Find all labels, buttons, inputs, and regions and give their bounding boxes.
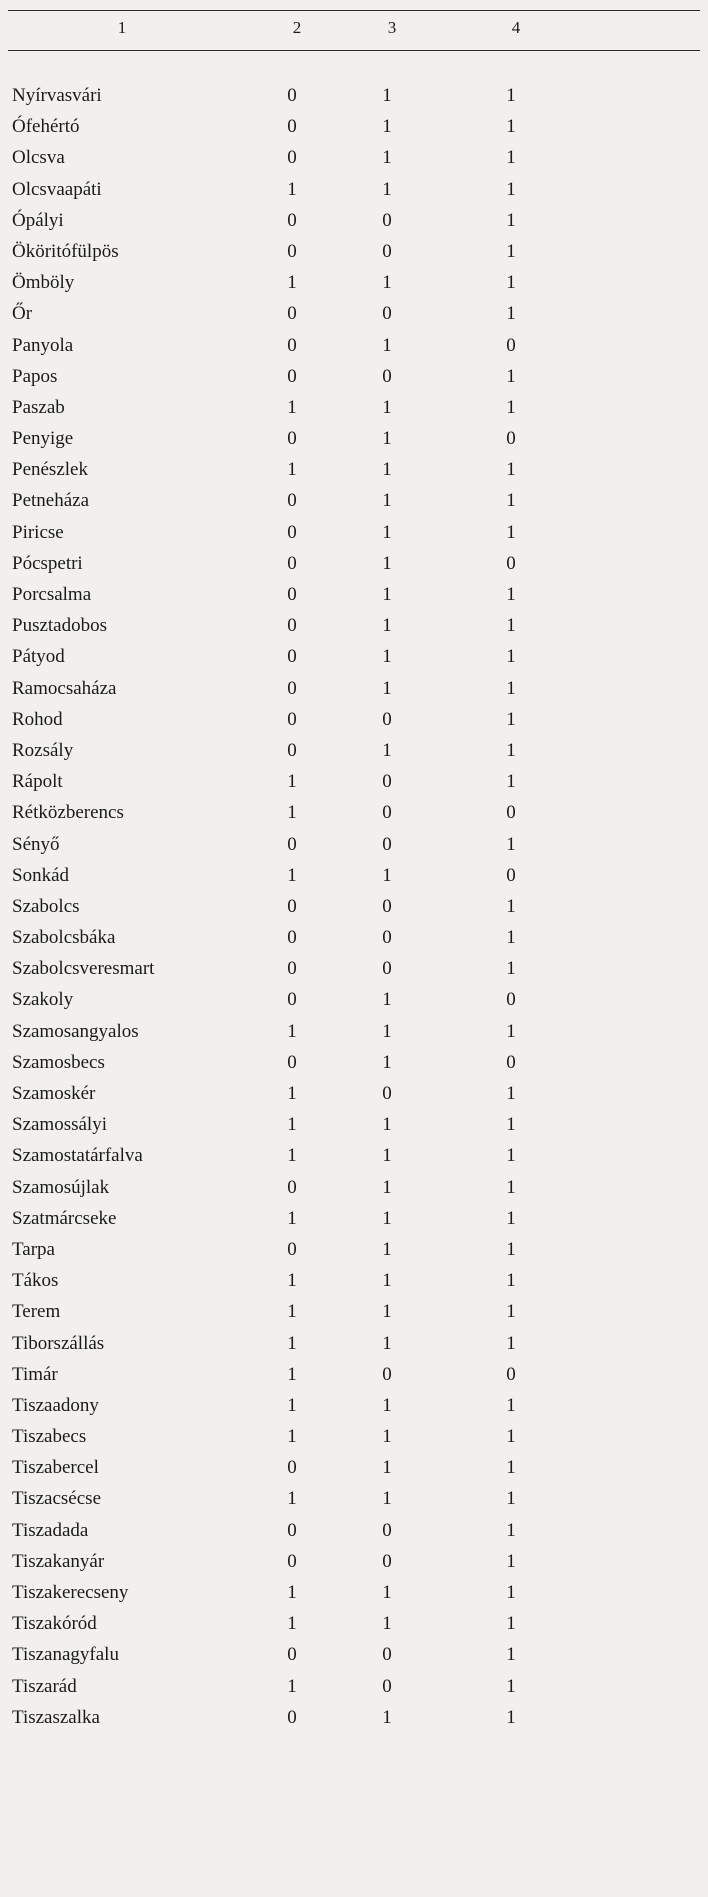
cell-col-3: 0 — [382, 927, 392, 949]
settlement-name: Őr — [12, 303, 33, 325]
settlement-name: Szamosújlak — [12, 1176, 110, 1198]
settlement-name: Penyige — [12, 428, 74, 450]
settlement-name: Sényő — [12, 833, 60, 855]
cell-col-3: 1 — [382, 1238, 392, 1260]
cell-col-4: 1 — [506, 1426, 516, 1448]
cell-col-3: 1 — [382, 1114, 392, 1136]
table-row — [0, 610, 708, 641]
table-row — [0, 953, 708, 984]
cell-col-4: 1 — [506, 85, 516, 106]
settlement-name: Piricse — [12, 521, 64, 543]
table-row — [0, 80, 708, 111]
cell-col-3: 0 — [382, 771, 392, 793]
table-row — [0, 1483, 708, 1514]
cell-col-4: 1 — [506, 147, 516, 169]
table-row — [0, 1390, 708, 1421]
settlement-name: Penészlek — [12, 459, 88, 481]
cell-col-2: 1 — [287, 1020, 297, 1042]
cell-col-2: 1 — [287, 1582, 297, 1603]
table-header-rule — [8, 50, 700, 51]
settlement-name: Ófehértó — [12, 116, 80, 138]
table-row — [0, 1671, 708, 1702]
cell-col-2: 1 — [287, 1083, 297, 1104]
cell-col-2: 1 — [287, 1301, 297, 1323]
cell-col-3: 1 — [382, 1488, 392, 1510]
cell-col-4: 1 — [506, 178, 516, 200]
cell-col-2: 0 — [287, 833, 297, 855]
settlement-name: Terem — [12, 1301, 61, 1323]
cell-col-3: 1 — [382, 1051, 392, 1073]
settlement-name: Szabolcsveresmart — [12, 958, 155, 980]
cell-col-4: 0 — [506, 428, 516, 450]
cell-col-2: 0 — [287, 85, 297, 106]
table-row — [0, 392, 708, 423]
table-row — [0, 1109, 708, 1140]
settlement-name: Tiszarád — [12, 1675, 77, 1697]
cell-col-3: 1 — [382, 1457, 392, 1479]
settlement-name: Timár — [12, 1363, 58, 1385]
cell-col-2: 1 — [287, 272, 297, 294]
settlement-name: Olcsva — [12, 147, 65, 169]
cell-col-3: 1 — [382, 1613, 392, 1635]
cell-col-3: 0 — [382, 958, 392, 980]
cell-col-2: 1 — [287, 1488, 297, 1510]
cell-col-4: 1 — [506, 459, 516, 481]
cell-col-4: 0 — [506, 802, 516, 824]
cell-col-2: 0 — [287, 490, 297, 512]
cell-col-3: 1 — [382, 1301, 392, 1323]
table-row — [0, 423, 708, 454]
cell-col-4: 1 — [506, 958, 516, 980]
cell-col-4: 1 — [506, 1020, 516, 1042]
cell-col-2: 0 — [287, 1238, 297, 1260]
settlement-name: Szatmárcseke — [12, 1207, 117, 1229]
settlement-name: Tiszabercel — [12, 1457, 99, 1479]
table-row — [0, 1203, 708, 1234]
cell-col-4: 1 — [506, 927, 516, 949]
cell-col-4: 1 — [506, 521, 516, 543]
table-row — [0, 829, 708, 860]
cell-col-4: 1 — [506, 1270, 516, 1292]
cell-col-3: 0 — [382, 1519, 392, 1541]
cell-col-3: 0 — [382, 303, 392, 325]
cell-col-3: 0 — [382, 1675, 392, 1697]
table-row — [0, 735, 708, 766]
table-row — [0, 1140, 708, 1171]
settlement-name: Tiszadada — [12, 1519, 89, 1541]
cell-col-2: 1 — [287, 396, 297, 418]
cell-col-4: 1 — [506, 1550, 516, 1572]
cell-col-3: 1 — [382, 1020, 392, 1042]
cell-col-2: 1 — [287, 1394, 297, 1416]
cell-col-4: 1 — [506, 209, 516, 231]
cell-col-2: 0 — [287, 1051, 297, 1073]
cell-col-4: 1 — [506, 1238, 516, 1260]
settlement-name: Szamostatárfalva — [12, 1145, 143, 1167]
cell-col-2: 0 — [287, 428, 297, 450]
cell-col-2: 1 — [287, 802, 297, 824]
table-row — [0, 1546, 708, 1577]
cell-col-3: 1 — [382, 1426, 392, 1448]
cell-col-3: 1 — [382, 1207, 392, 1229]
cell-col-2: 0 — [287, 584, 297, 605]
cell-col-3: 1 — [382, 396, 392, 418]
settlement-name: Rápolt — [12, 771, 63, 793]
cell-col-2: 1 — [287, 1270, 297, 1292]
cell-col-4: 1 — [506, 1176, 516, 1198]
table-row — [0, 485, 708, 516]
cell-col-4: 1 — [506, 1394, 516, 1416]
table-row — [0, 1702, 708, 1733]
cell-col-4: 1 — [506, 272, 516, 294]
cell-col-3: 1 — [382, 989, 392, 1011]
settlement-name: Rozsály — [12, 739, 74, 761]
cell-col-3: 1 — [382, 1582, 392, 1603]
cell-col-4: 1 — [506, 1675, 516, 1697]
table-row — [0, 1016, 708, 1047]
cell-col-2: 0 — [287, 365, 297, 387]
cell-col-2: 0 — [287, 615, 297, 637]
cell-col-2: 0 — [287, 240, 297, 262]
cell-col-2: 0 — [287, 895, 297, 917]
table-row — [0, 579, 708, 610]
cell-col-2: 0 — [287, 552, 297, 574]
cell-col-2: 0 — [287, 1519, 297, 1541]
cell-col-2: 1 — [287, 1114, 297, 1136]
table-row — [0, 704, 708, 735]
settlement-name: Szakoly — [12, 989, 74, 1011]
cell-col-3: 1 — [382, 85, 392, 106]
cell-col-3: 0 — [382, 802, 392, 824]
settlement-name: Tákos — [12, 1270, 59, 1292]
cell-col-2: 0 — [287, 739, 297, 761]
settlement-name: Sonkád — [12, 864, 69, 886]
cell-col-3: 1 — [382, 615, 392, 637]
cell-col-3: 1 — [382, 272, 392, 294]
cell-col-3: 0 — [382, 240, 392, 262]
cell-col-3: 1 — [382, 739, 392, 761]
settlement-name: Ópályi — [12, 209, 64, 231]
table-row — [0, 1515, 708, 1546]
cell-col-3: 0 — [382, 209, 392, 231]
table-row — [0, 1265, 708, 1296]
cell-col-4: 1 — [506, 1301, 516, 1323]
cell-col-4: 0 — [506, 334, 516, 356]
cell-col-2: 0 — [287, 1176, 297, 1198]
table-row — [0, 267, 708, 298]
settlement-name: Nyírvasvári — [12, 85, 102, 106]
cell-col-4: 1 — [506, 1083, 516, 1104]
settlement-name: Tiszakanyár — [12, 1550, 105, 1572]
table-row — [0, 673, 708, 704]
cell-col-3: 1 — [382, 864, 392, 886]
table-row — [0, 205, 708, 236]
cell-col-3: 0 — [382, 1363, 392, 1385]
table-top-rule — [8, 10, 700, 11]
cell-col-4: 1 — [506, 1644, 516, 1666]
cell-col-4: 1 — [506, 396, 516, 418]
cell-col-2: 0 — [287, 147, 297, 169]
table-row — [0, 1452, 708, 1483]
settlement-name: Tarpa — [12, 1238, 55, 1260]
table-row — [0, 1359, 708, 1390]
cell-col-2: 0 — [287, 1706, 297, 1728]
table-row — [0, 454, 708, 485]
table-row — [0, 1296, 708, 1327]
table-row — [0, 1234, 708, 1265]
cell-col-3: 1 — [382, 1145, 392, 1167]
settlement-name: Tiborszállás — [12, 1332, 105, 1354]
cell-col-3: 1 — [382, 147, 392, 169]
table-row — [0, 1421, 708, 1452]
cell-col-4: 0 — [506, 1363, 516, 1385]
table-row — [0, 517, 708, 548]
column-header-1: 1 — [117, 18, 127, 37]
cell-col-3: 0 — [382, 1644, 392, 1666]
settlement-name: Tiszacsécse — [12, 1488, 101, 1510]
cell-col-4: 0 — [506, 552, 516, 574]
table-row — [0, 797, 708, 828]
cell-col-3: 1 — [382, 677, 392, 699]
table-row — [0, 1078, 708, 1109]
settlement-name: Tiszanagyfalu — [12, 1644, 119, 1666]
settlement-name: Ömböly — [12, 272, 75, 294]
cell-col-4: 0 — [506, 989, 516, 1011]
table-row — [0, 641, 708, 672]
settlement-name: Tiszaszalka — [12, 1706, 100, 1728]
cell-col-3: 0 — [382, 833, 392, 855]
cell-col-2: 0 — [287, 708, 297, 730]
cell-col-3: 1 — [382, 178, 392, 200]
cell-col-2: 0 — [287, 303, 297, 325]
table-header — [0, 16, 708, 46]
table-row — [0, 548, 708, 579]
settlement-name: Ököritófülpös — [12, 240, 119, 262]
table-row — [0, 1639, 708, 1670]
settlement-name: Tiszabecs — [12, 1426, 87, 1448]
cell-col-2: 0 — [287, 989, 297, 1011]
cell-col-4: 1 — [506, 1519, 516, 1541]
cell-col-2: 1 — [287, 1363, 297, 1385]
cell-col-2: 1 — [287, 178, 297, 200]
cell-col-2: 1 — [287, 771, 297, 793]
cell-col-4: 1 — [506, 240, 516, 262]
settlement-name: Porcsalma — [12, 584, 92, 605]
settlement-name: Papos — [12, 365, 58, 387]
cell-col-4: 1 — [506, 646, 516, 668]
cell-col-4: 1 — [506, 303, 516, 325]
settlement-name: Rétközberencs — [12, 802, 124, 824]
cell-col-3: 1 — [382, 1270, 392, 1292]
cell-col-3: 1 — [382, 428, 392, 450]
cell-col-4: 1 — [506, 677, 516, 699]
cell-col-3: 1 — [382, 459, 392, 481]
cell-col-3: 0 — [382, 365, 392, 387]
settlement-name: Pusztadobos — [12, 615, 107, 637]
cell-col-2: 0 — [287, 677, 297, 699]
table-body — [0, 80, 708, 1733]
cell-col-4: 1 — [506, 1207, 516, 1229]
cell-col-2: 0 — [287, 209, 297, 231]
table-row — [0, 922, 708, 953]
cell-col-4: 1 — [506, 1332, 516, 1354]
cell-col-2: 1 — [287, 1207, 297, 1229]
cell-col-4: 1 — [506, 584, 516, 605]
settlement-name: Ramocsaháza — [12, 677, 117, 699]
cell-col-3: 1 — [382, 584, 392, 605]
settlement-name: Tiszakerecseny — [12, 1582, 129, 1603]
table-row — [0, 111, 708, 142]
cell-col-3: 1 — [382, 116, 392, 138]
table-row — [0, 860, 708, 891]
cell-col-4: 1 — [506, 116, 516, 138]
cell-col-4: 1 — [506, 1114, 516, 1136]
settlement-name: Pócspetri — [12, 552, 83, 574]
settlement-name: Szamoskér — [12, 1083, 96, 1104]
cell-col-2: 1 — [287, 1145, 297, 1167]
table-row — [0, 1328, 708, 1359]
cell-col-3: 0 — [382, 1083, 392, 1104]
table-row — [0, 142, 708, 173]
table-row — [0, 984, 708, 1015]
settlement-name: Petneháza — [12, 490, 90, 512]
cell-col-2: 0 — [287, 646, 297, 668]
cell-col-3: 0 — [382, 1550, 392, 1572]
cell-col-2: 1 — [287, 1613, 297, 1635]
table-row — [0, 891, 708, 922]
cell-col-4: 1 — [506, 1145, 516, 1167]
column-header-2: 2 — [292, 18, 302, 37]
cell-col-4: 1 — [506, 708, 516, 730]
cell-col-2: 0 — [287, 116, 297, 138]
settlement-name: Panyola — [12, 334, 74, 356]
cell-col-2: 1 — [287, 864, 297, 886]
cell-col-4: 1 — [506, 833, 516, 855]
settlement-name: Tiszakóród — [12, 1613, 97, 1635]
settlement-name: Szabolcsbáka — [12, 927, 116, 949]
table-row — [0, 298, 708, 329]
cell-col-4: 1 — [506, 1457, 516, 1479]
cell-col-2: 1 — [287, 1332, 297, 1354]
table-row — [0, 174, 708, 205]
cell-col-4: 1 — [506, 1706, 516, 1728]
cell-col-2: 1 — [287, 1675, 297, 1697]
column-header-3: 3 — [387, 18, 397, 37]
table-row — [0, 236, 708, 267]
cell-col-4: 1 — [506, 1613, 516, 1635]
cell-col-2: 0 — [287, 334, 297, 356]
settlement-name: Rohod — [12, 708, 63, 730]
cell-col-2: 0 — [287, 958, 297, 980]
settlement-name: Olcsvaapáti — [12, 178, 102, 200]
cell-col-4: 1 — [506, 771, 516, 793]
cell-col-2: 0 — [287, 1457, 297, 1479]
cell-col-4: 1 — [506, 1582, 516, 1603]
cell-col-3: 1 — [382, 1706, 392, 1728]
table-row — [0, 1047, 708, 1078]
cell-col-4: 1 — [506, 895, 516, 917]
cell-col-3: 1 — [382, 646, 392, 668]
cell-col-2: 0 — [287, 521, 297, 543]
cell-col-4: 1 — [506, 615, 516, 637]
settlement-name: Szamosangyalos — [12, 1020, 139, 1042]
cell-col-2: 0 — [287, 1550, 297, 1572]
cell-col-3: 0 — [382, 708, 392, 730]
table-row — [0, 1577, 708, 1608]
cell-col-4: 0 — [506, 864, 516, 886]
cell-col-2: 1 — [287, 1426, 297, 1448]
cell-col-3: 1 — [382, 1394, 392, 1416]
cell-col-3: 0 — [382, 895, 392, 917]
cell-col-2: 1 — [287, 459, 297, 481]
settlement-name: Paszab — [12, 396, 65, 418]
cell-col-3: 1 — [382, 334, 392, 356]
cell-col-2: 0 — [287, 927, 297, 949]
cell-col-3: 1 — [382, 1332, 392, 1354]
cell-col-4: 1 — [506, 365, 516, 387]
settlement-name: Tiszaadony — [12, 1394, 99, 1416]
cell-col-3: 1 — [382, 521, 392, 543]
settlement-name: Pátyod — [12, 646, 65, 668]
settlement-name: Szamossályi — [12, 1114, 107, 1136]
settlement-name: Szabolcs — [12, 895, 80, 917]
table-row — [0, 1608, 708, 1639]
cell-col-4: 1 — [506, 490, 516, 512]
table-row — [0, 766, 708, 797]
cell-col-3: 1 — [382, 552, 392, 574]
cell-col-2: 0 — [287, 1644, 297, 1666]
cell-col-4: 0 — [506, 1051, 516, 1073]
column-header-4: 4 — [511, 18, 521, 37]
cell-col-3: 1 — [382, 1176, 392, 1198]
cell-col-4: 1 — [506, 1488, 516, 1510]
cell-col-3: 1 — [382, 490, 392, 512]
table-row — [0, 361, 708, 392]
cell-col-4: 1 — [506, 739, 516, 761]
settlement-name: Szamosbecs — [12, 1051, 105, 1073]
table-row — [0, 1172, 708, 1203]
table-row — [0, 330, 708, 361]
